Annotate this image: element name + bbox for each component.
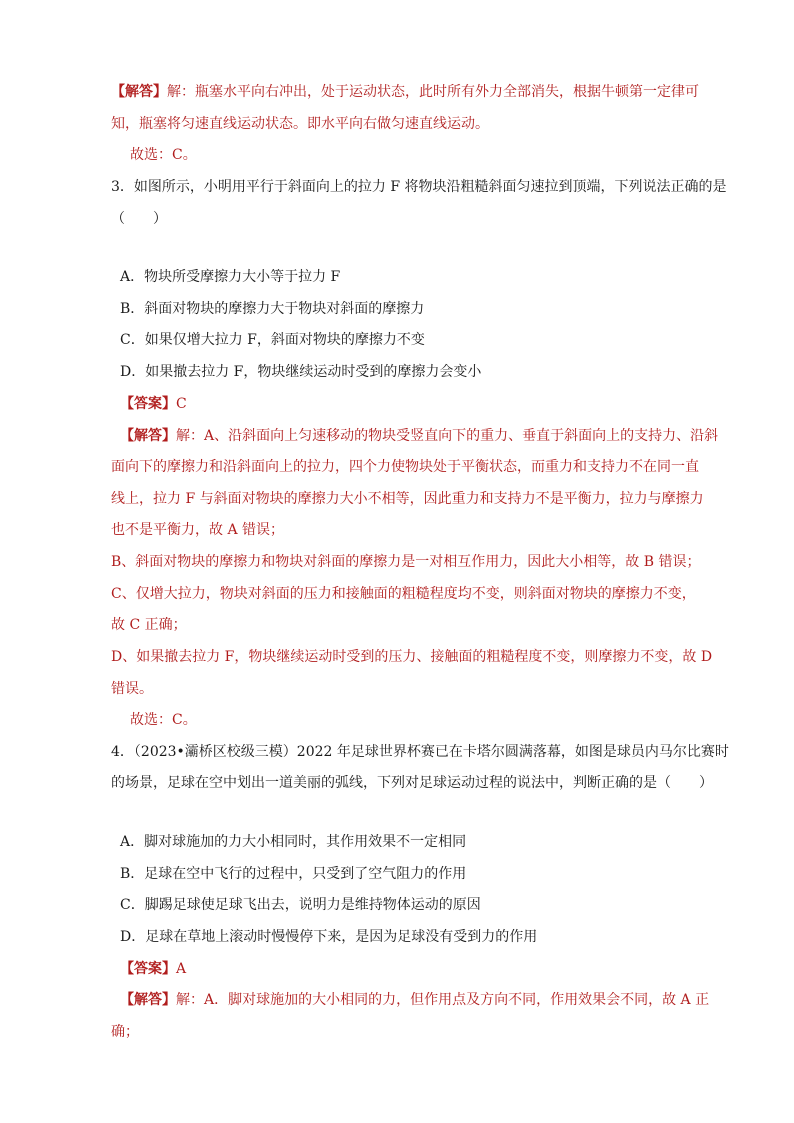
question-3-option-c: C．如果仅增大拉力 F，斜面对物块的摩擦力不变 — [120, 332, 425, 348]
analysis-line: 知，瓶塞将匀速直线运动状态。即水平向右做匀速直线运动。 — [111, 116, 489, 132]
question-4-option-b: B．足球在空中飞行的过程中，只受到了空气阻力的作用 — [120, 866, 467, 882]
analysis-text: 解：A．脚对球施加的大小相同的力，但作用点及方向不同，作用效果会不同，故 A 正 — [176, 992, 710, 1008]
question-4-stem: 的场景，足球在空中划出一道美丽的弧线，下列对足球运动过程的说法中，判断正确的是（ ） — [111, 775, 713, 791]
question-3-stem: 3．如图所示，小明用平行于斜面向上的拉力 F 将物块沿粗糙斜面匀速拉到顶端，下列说法正确的是 — [111, 179, 727, 195]
answer-tag: 【答案】 — [120, 396, 176, 412]
analysis-tag: 【解答】 — [120, 992, 176, 1008]
question-3-answer — [120, 395, 187, 413]
question-3-analysis-line: B、斜面对物块的摩擦力和物块对斜面的摩擦力是一对相互作用力，因此大小相等，故 B 错误； — [111, 554, 701, 570]
question-4-option-a: A．脚对球施加的力大小相同时，其作用效果不一定相同 — [120, 834, 467, 850]
question-3-analysis-line — [120, 427, 718, 445]
analysis-text: 解：A、沿斜面向上匀速移动的物块受竖直向下的重力、垂直于斜面向上的支持力、沿斜 — [176, 428, 719, 444]
question-3-analysis-line: 故 C 正确； — [111, 617, 187, 633]
question-4-analysis-line: 确； — [111, 1024, 139, 1040]
question-3-analysis-line: 面向下的摩擦力和沿斜面向上的拉力，四个力使物块处于平衡状态，而重力和支持力不在同一直 — [111, 459, 699, 475]
question-4-answer — [120, 960, 186, 978]
question-3-analysis-line: 线上，拉力 F 与斜面对物块的摩擦力大小不相等，因此重力和支持力不是平衡力，拉力与摩擦力 — [111, 491, 704, 507]
answer-tag: 【答案】 — [120, 961, 176, 977]
answer-value: A — [176, 961, 187, 977]
question-3-bracket: （ ） — [111, 211, 167, 227]
question-3-analysis-line: 也不是平衡力，故 A 错误； — [111, 522, 285, 538]
question-3-analysis-line: D、如果撤去拉力 F，物块继续运动时受到的压力、接触面的粗糙程度不变，则摩擦力不变，故 D — [111, 649, 713, 665]
question-4-option-c: C．脚踢足球使足球飞出去，说明力是维持物体运动的原因 — [120, 897, 481, 913]
question-3-choice: 故选：C。 — [130, 712, 197, 728]
question-3-analysis-line: 错误。 — [111, 681, 153, 697]
analysis-text: 解：瓶塞水平向右冲出，处于运动状态，此时所有外力全部消失，根据牛顿第一定律可 — [167, 84, 699, 100]
question-3-option-b: B．斜面对物块的摩擦力大于物块对斜面的摩擦力 — [120, 301, 425, 317]
question-3-option-a: A．物块所受摩擦力大小等于拉力 F — [120, 269, 341, 285]
analysis-tag: 【解答】 — [111, 84, 167, 100]
question-4-option-d: D．足球在草地上滚动时慢慢停下来，是因为足球没有受到力的作用 — [120, 929, 538, 945]
question-4-analysis-line — [120, 991, 709, 1009]
choice-line: 故选：C。 — [130, 147, 197, 163]
question-4-stem: 4．（2023•灞桥区校级三模）2022 年足球世界杯赛已在卡塔尔圆满落幕，如图是球员内马尔比赛时 — [111, 744, 729, 760]
question-3-analysis-line: C、仅增大拉力，物块对斜面的压力和接触面的粗糙程度均不变，则斜面对物块的摩擦力不变， — [111, 586, 696, 602]
analysis-line — [111, 83, 699, 101]
question-3-option-d: D．如果撤去拉力 F，物块继续运动时受到的摩擦力会变小 — [120, 364, 482, 380]
answer-value: C — [176, 396, 187, 412]
analysis-tag: 【解答】 — [120, 428, 176, 444]
